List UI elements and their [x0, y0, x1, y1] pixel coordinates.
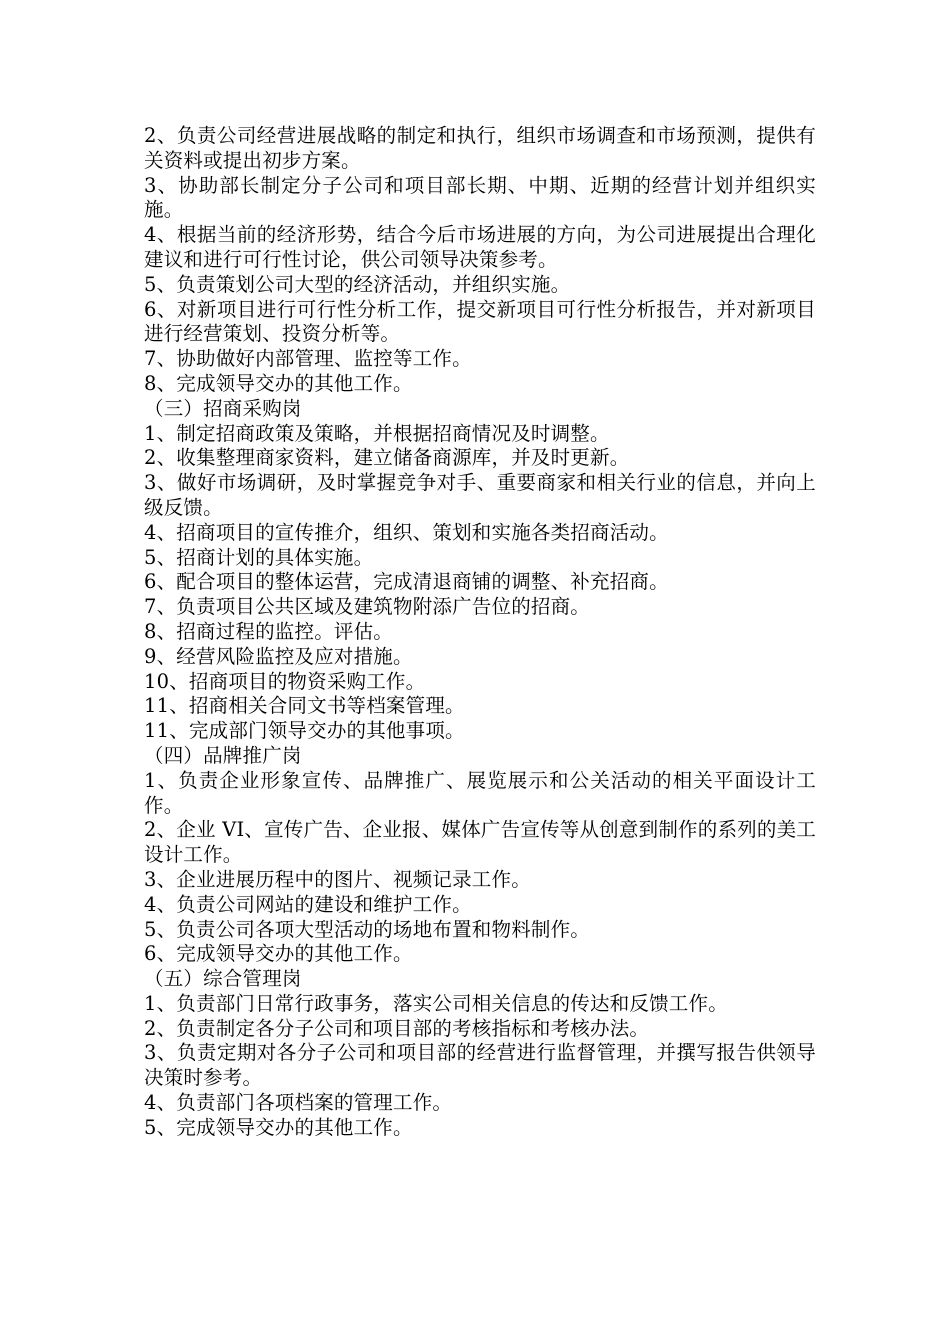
list-item: 3、负责定期对各分子公司和项目部的经营进行监督管理，并撰写报告供领导决策时参考。 [144, 1041, 816, 1090]
list-item: 6、对新项目进行可行性分析工作，提交新项目可行性分析报告，并对新项目进行经营策划、投资分析等。 [144, 297, 816, 346]
list-item: 5、完成领导交办的其他工作。 [144, 1115, 413, 1139]
section-heading: （三）招商采购岗 [144, 396, 302, 420]
list-item: 2、企业 VI、宣传广告、企业报、媒体广告宣传等从创意到制作的系列的美工设计工作。 [144, 818, 816, 867]
list-item: 4、根据当前的经济形势，结合今后市场进展的方向，为公司进展提出合理化建议和进行可行性讨论，供公司领导决策参考。 [144, 223, 816, 271]
section-heading: （四）品牌推广岗 [144, 743, 302, 767]
list-item: 1、制定招商政策及策略，并根据招商情况及时调整。 [144, 421, 610, 445]
list-item: 1、负责企业形象宣传、品牌推广、展览展示和公关活动的相关平面设计工作。 [144, 768, 816, 817]
list-item: 9、经营风险监控及应对措施。 [144, 644, 413, 668]
list-item: 3、协助部长制定分子公司和项目部长期、中期、近期的经营计划并组织实施。 [144, 173, 816, 222]
list-item: 10、招商项目的物资采购工作。 [144, 669, 426, 693]
list-item: 4、负责公司网站的建设和维护工作。 [144, 892, 472, 916]
document-page [144, 124, 816, 1141]
list-item: 2、收集整理商家资料，建立储备商源库，并及时更新。 [144, 446, 630, 470]
list-item: 3、企业进展历程中的图片、视频记录工作。 [144, 867, 531, 891]
list-item: 8、完成领导交办的其他工作。 [144, 371, 413, 395]
list-item: 11、招商相关合同文书等档案管理。 [144, 694, 465, 718]
list-item: 3、做好市场调研，及时掌握竞争对手、重要商家和相关行业的信息，并向上级反馈。 [144, 471, 816, 519]
list-item: 4、招商项目的宣传推介，组织、策划和实施各类招商活动。 [144, 520, 669, 544]
list-item: 1、负责部门日常行政事务，落实公司相关信息的传达和反馈工作。 [144, 991, 728, 1015]
list-item: 7、负责项目公共区域及建筑物附添广告位的招商。 [144, 595, 591, 619]
section-heading: （五）综合管理岗 [144, 967, 302, 991]
list-item: 5、招商计划的具体实施。 [144, 545, 374, 569]
list-item: 4、负责部门各项档案的管理工作。 [144, 1091, 453, 1115]
list-item: 11、完成部门领导交办的其他事项。 [144, 719, 465, 743]
list-item: 5、负责策划公司大型的经济活动，并组织实施。 [144, 272, 571, 296]
list-item: 5、负责公司各项大型活动的场地布置和物料制作。 [144, 917, 591, 941]
list-item: 6、配合项目的整体运营，完成清退商铺的调整、补充招商。 [144, 570, 669, 594]
list-item: 2、负责公司经营进展战略的制定和执行，组织市场调查和市场预测，提供有关资料或提出初步方案。 [144, 124, 816, 172]
list-item: 6、完成领导交办的其他工作。 [144, 942, 413, 966]
list-item: 8、招商过程的监控。评估。 [144, 619, 394, 643]
list-item: 2、负责制定各分子公司和项目部的考核指标和考核办法。 [144, 1016, 650, 1040]
list-item: 7、协助做好内部管理、监控等工作。 [144, 347, 472, 371]
